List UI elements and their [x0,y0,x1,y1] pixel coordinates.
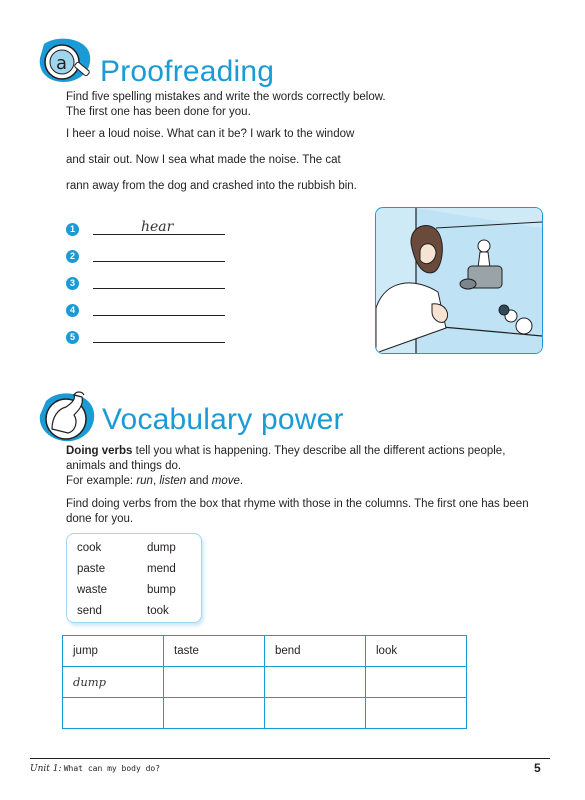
table-cell[interactable]: dump [63,667,164,698]
vocabulary-power-icon [38,389,98,445]
table-row [63,667,467,698]
table-header: look [366,636,467,667]
table-cell[interactable] [366,698,467,729]
table-row [63,698,467,729]
answer-field[interactable] [93,272,225,289]
footer-divider [30,758,550,759]
word-box-item: dump [147,542,176,554]
word-box-item: bump [147,584,176,596]
word-box-item: mend [147,563,176,575]
answer-number: 3 [66,277,79,290]
answer-number: 4 [66,304,79,317]
word-box [66,533,202,623]
table-cell[interactable] [63,698,164,729]
word-box-item: waste [77,584,108,596]
table-cell[interactable] [366,667,467,698]
table-cell[interactable] [164,698,265,729]
table-cell[interactable] [164,667,265,698]
table-header: taste [164,636,265,667]
rhyme-table [62,635,467,729]
proofreading-icon [38,36,94,84]
word-box-item: paste [77,563,106,575]
word-box-item: cook [77,542,102,554]
answer-number: 1 [66,223,79,236]
answer-field[interactable] [93,299,225,316]
answer-number: 5 [66,331,79,344]
word-box-item: send [77,605,102,617]
table-header: jump [63,636,164,667]
proofreading-story: I heer a loud noise. What can it be? I wark to the window and stair out. Now I sea what made the noise. The cat rann away from the dog and crashed into the rubbish bin. [66,128,357,192]
proofreading-title: Proofreading [100,55,275,88]
table-header-row [63,636,467,667]
answer-number: 2 [66,250,79,263]
footer-unit: Unit 1: What can my body do? [30,764,161,774]
doing-verbs-term: Doing verbs [66,445,133,457]
vocabulary-instructions: Find doing verbs from the box that rhyme with those in the columns. The first one has been done for you. [66,498,529,525]
word-box-item: took [147,605,169,617]
table-header: bend [265,636,366,667]
answer-field[interactable]: hear [93,218,225,235]
proofreading-instructions: Find five spelling mistakes and write the words correctly below. The first one has been done for you. [66,91,386,118]
table-cell[interactable] [265,698,366,729]
answer-field[interactable] [93,245,225,262]
page-number: 5 [534,761,541,775]
vocabulary-intro: Doing verbs tell you what is happening. They describe all the different actions people, animals and things do. For example: run, listen and move. [66,445,506,487]
answer-field[interactable] [93,326,225,343]
vocabulary-power-title: Vocabulary power [102,403,344,436]
illustration-girl-at-window [375,207,543,354]
svg-text:a: a [56,53,68,74]
table-cell[interactable] [265,667,366,698]
